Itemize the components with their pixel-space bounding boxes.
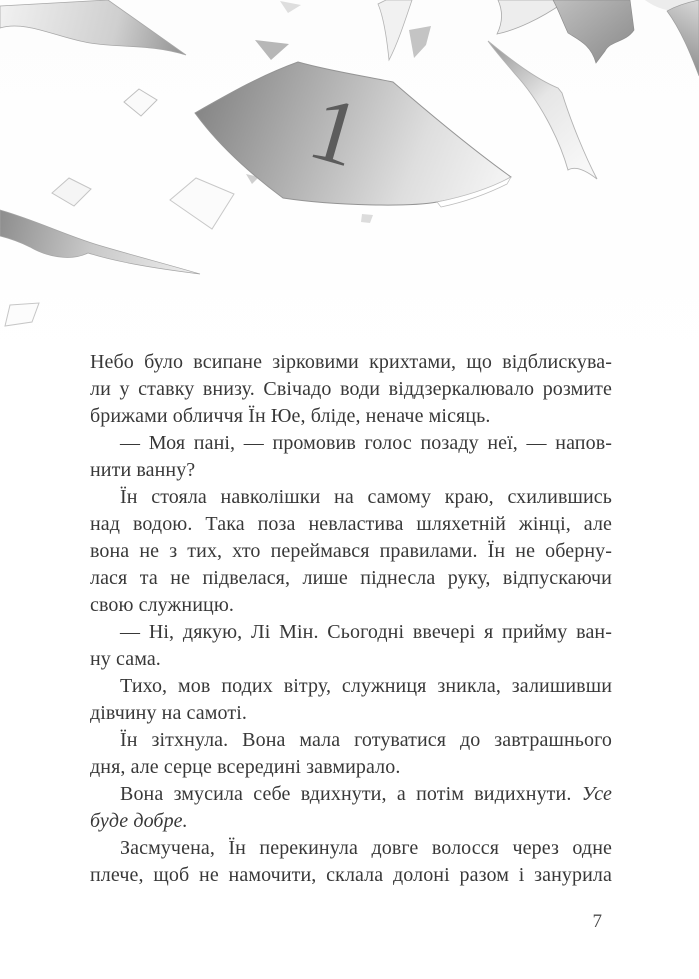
shard-corner-curve — [667, 0, 699, 76]
text-line — [90, 754, 612, 781]
text-segment: — Ні, дякую, Лі Мін. Сьогодні ввечері я прийму ван- — [120, 621, 612, 643]
chapter-number: 1 — [299, 75, 372, 187]
shard-dark-wedge — [553, 0, 634, 63]
text-segment-italic: буде добре. — [90, 810, 188, 832]
text-segment: свою служницю. — [90, 594, 234, 616]
body-text — [90, 349, 612, 889]
text-line — [90, 349, 612, 376]
shard-sliver-3 — [497, 0, 563, 34]
text-line — [90, 700, 612, 727]
text-line — [90, 565, 612, 592]
page-number: 7 — [592, 911, 602, 932]
shard-diamond-1 — [124, 89, 157, 116]
text-line — [90, 619, 612, 646]
text-segment: лася та не підвелася, лише піднесла руку, відпускаючи — [90, 567, 612, 589]
text-line — [90, 430, 612, 457]
shard-sliver-1 — [378, 0, 412, 60]
shard-diamond-2 — [52, 178, 91, 206]
shard-small-wedge — [255, 40, 289, 60]
text-segment-italic: Усе — [581, 783, 612, 805]
shard-sliver-2 — [409, 26, 431, 58]
text-segment: ли у ставку внизу. Свічадо води віддзеркалювало розмите — [90, 378, 612, 400]
text-segment: Небо було всипане зірковими крихтами, що відблискува- — [90, 351, 612, 373]
text-segment: плече, щоб не намочити, склала долоні разом і занурила — [90, 864, 612, 886]
text-segment: Вона змусила себе вдихнути, а потім видихнути. — [120, 783, 582, 805]
text-segment: Їн стояла навколішки на самому краю, схилившись — [120, 486, 612, 508]
shard-diamond-3 — [170, 178, 234, 229]
text-segment: над водою. Така поза невластива шляхетній жінці, але — [90, 513, 612, 535]
text-segment: дівчину на самоті. — [90, 702, 247, 724]
shard-parallelogram — [5, 303, 39, 326]
text-line — [90, 646, 612, 673]
text-line — [90, 403, 612, 430]
text-line — [90, 484, 612, 511]
text-segment: брижами обличчя Їн Юе, бліде, неначе місяць. — [90, 405, 491, 427]
shard-right-blade — [488, 41, 597, 179]
shattered-glass-decoration — [0, 0, 699, 340]
text-segment: дня, але серце всередині завмирало. — [90, 756, 401, 778]
text-line — [90, 673, 612, 700]
text-segment: — Моя пані, — промовив голос позаду неї, — напов- — [120, 432, 612, 454]
text-segment: Їн зітхнула. Вона мала готуватися до завтрашнього — [120, 729, 612, 751]
text-line — [90, 376, 612, 403]
shard-tiny-1 — [280, 1, 301, 13]
text-line — [90, 781, 612, 808]
text-line — [90, 808, 612, 835]
text-segment: Засмучена, Їн перекинула довге волосся через одне — [120, 837, 612, 859]
shard-tiny-3 — [361, 214, 373, 223]
shard-left-blade — [0, 210, 200, 274]
text-line — [90, 862, 612, 889]
shard-top-left — [0, 0, 186, 55]
text-line — [90, 538, 612, 565]
text-segment: Тихо, мов подих вітру, служниця зникла, залишивши — [120, 675, 612, 697]
text-segment: нити ванну? — [90, 459, 196, 481]
text-line — [90, 727, 612, 754]
text-line — [90, 511, 612, 538]
text-segment: ну сама. — [90, 648, 161, 670]
text-line — [90, 457, 612, 484]
text-segment: вона не з тих, хто переймався правилами. Їн не оберну- — [90, 540, 612, 562]
text-line — [90, 592, 612, 619]
text-line — [90, 835, 612, 862]
